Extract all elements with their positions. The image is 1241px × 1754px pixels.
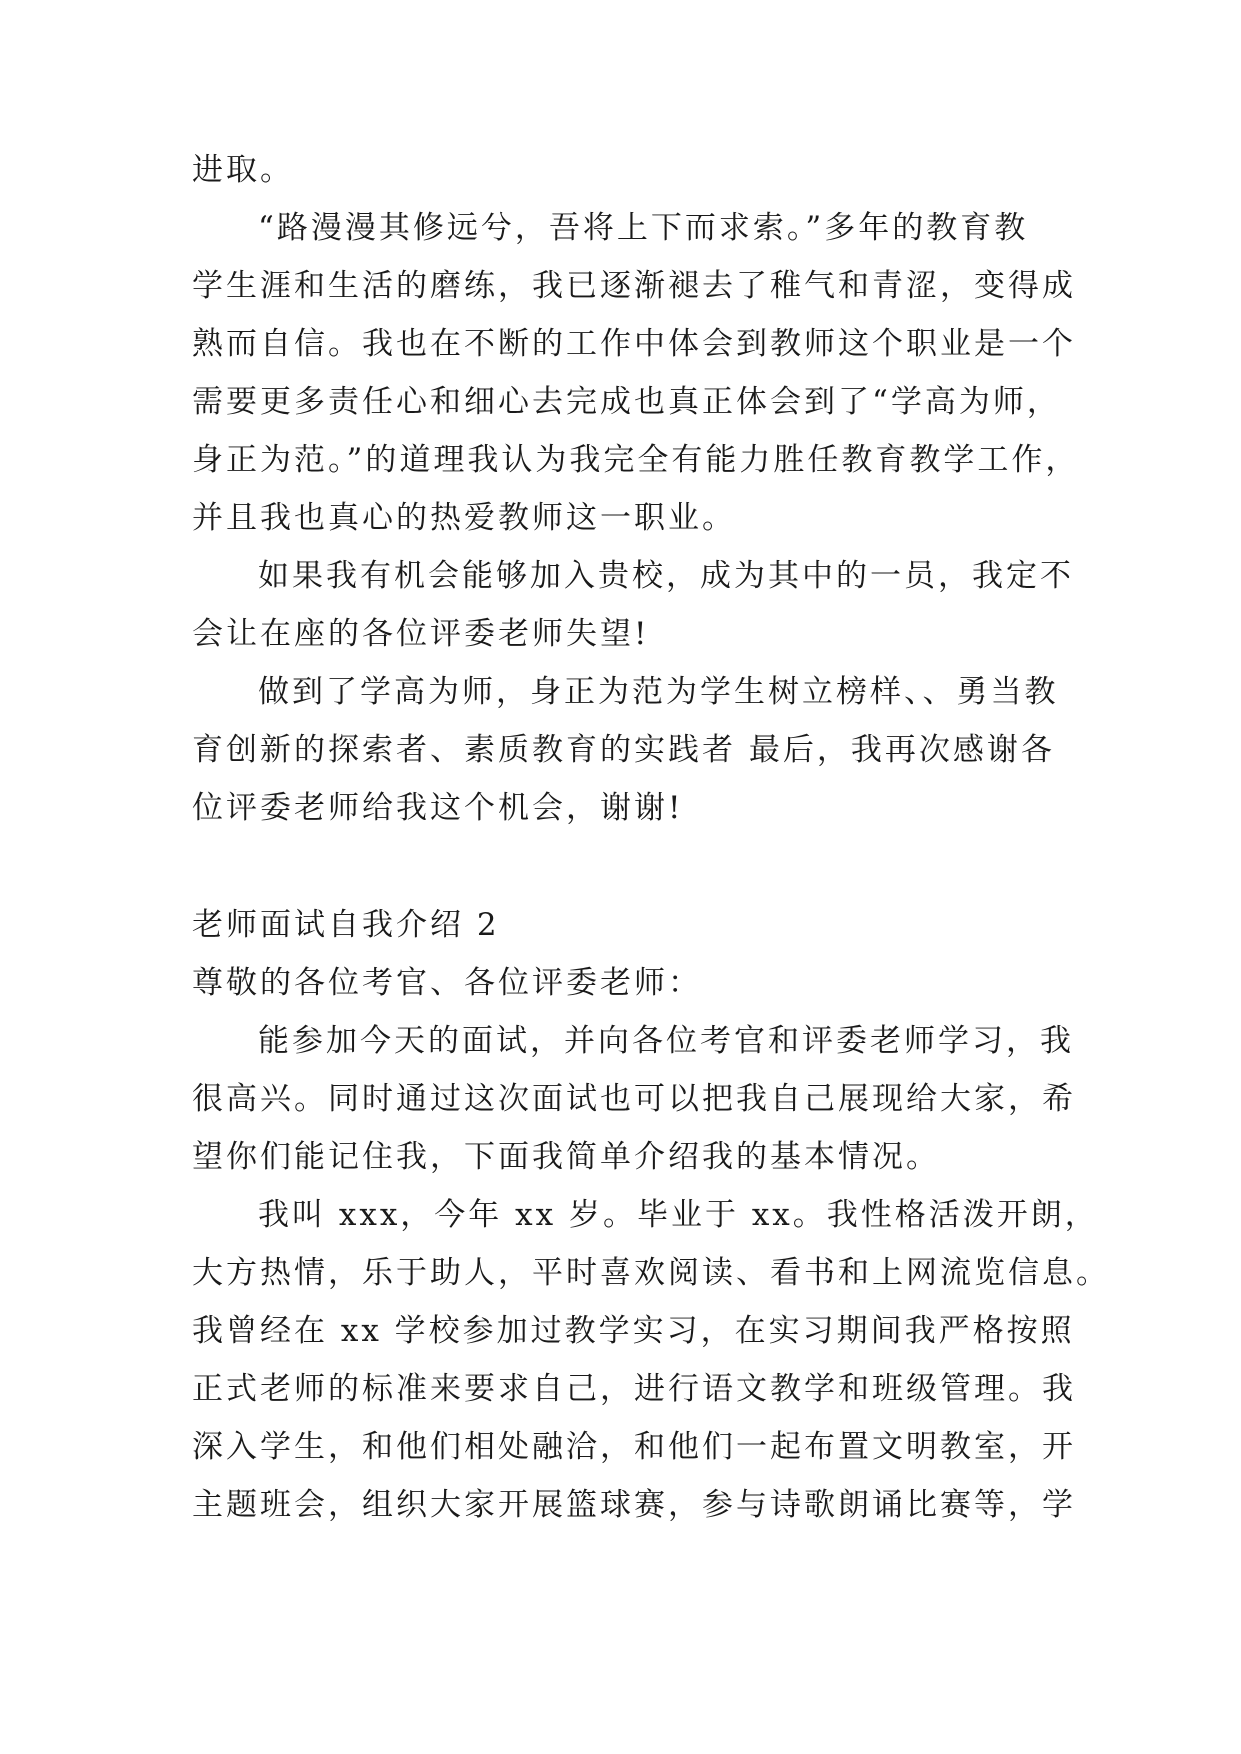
text-line: 并且我也真心的热爱教师这一职业。 — [192, 500, 736, 536]
text-line: 身正为范。”的道理我认为我完全有能力胜任教育教学工作， — [192, 442, 1080, 478]
greeting-line: 尊敬的各位考官、各位评委老师： — [192, 965, 702, 1001]
paragraph-start: 做到了学高为师，身正为范为学生树立榜样、、勇当教 — [258, 674, 1059, 710]
section-spacer — [192, 837, 1052, 896]
paragraph-start: 我叫 xxx，今年 xx 岁。毕业于 xx。我性格活泼开朗， — [258, 1197, 1099, 1233]
text-line: 我曾经在 xx 学校参加过教学实习，在实习期间我严格按照 — [192, 1313, 1075, 1349]
paragraph-start: “路漫漫其修远兮，吾将上下而求索。”多年的教育教 — [258, 210, 1029, 246]
text-line: 位评委老师给我这个机会，谢谢! — [192, 790, 684, 826]
text-line: 进取。 — [192, 152, 294, 188]
text-line: 大方热情，乐于助人，平时喜欢阅读、看书和上网流览信息。 — [192, 1255, 1110, 1291]
text-line: 主题班会，组织大家开展篮球赛，参与诗歌朗诵比赛等，学 — [192, 1487, 1076, 1523]
body-text — [192, 141, 1110, 1534]
paragraph-start: 如果我有机会能够加入贵校，成为其中的一员，我定不 — [258, 558, 1074, 594]
text-line: 熟而自信。我也在不断的工作中体会到教师这个职业是一个 — [192, 326, 1076, 362]
text-line: 需要更多责任心和细心去完成也真正体会到了“学高为师， — [192, 384, 1061, 420]
text-line: 学生涯和生活的磨练，我已逐渐褪去了稚气和青涩，变得成 — [192, 268, 1076, 304]
text-line: 望你们能记住我，下面我简单介绍我的基本情况。 — [192, 1139, 940, 1175]
paragraph-start: 能参加今天的面试，并向各位考官和评委老师学习，我 — [258, 1023, 1074, 1059]
text-line: 育创新的探索者、素质教育的实践者 最后，我再次感谢各 — [192, 732, 1055, 768]
text-line: 正式老师的标准来要求自己，进行语文教学和班级管理。我 — [192, 1371, 1076, 1407]
text-line: 很高兴。同时通过这次面试也可以把我自己展现给大家，希 — [192, 1081, 1076, 1117]
section-title: 老师面试自我介绍 2 — [192, 907, 500, 943]
text-line: 会让在座的各位评委老师失望! — [192, 616, 650, 652]
text-line: 深入学生，和他们相处融洽，和他们一起布置文明教室，开 — [192, 1429, 1076, 1465]
